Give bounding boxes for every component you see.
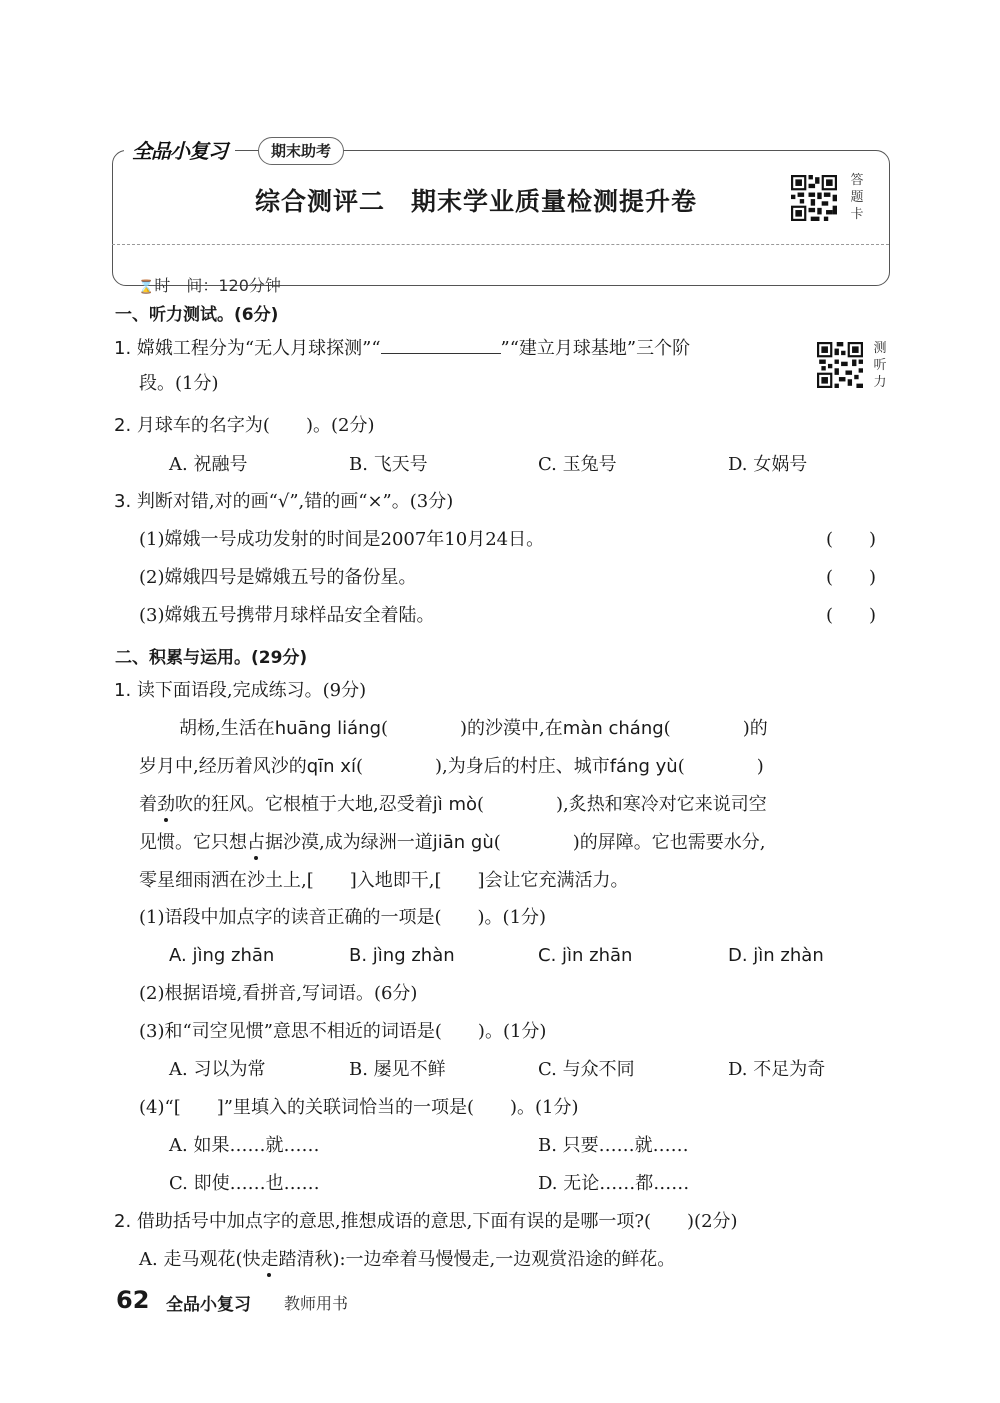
pinyin-fang-yu: fáng yù xyxy=(609,756,678,777)
page-number: 62 xyxy=(116,1286,150,1314)
sub3-option-c[interactable]: C. 与众不同 xyxy=(538,1059,635,1080)
section1-heading: 一、听力测试。(6分) xyxy=(115,305,279,325)
sub4-option-d[interactable]: D. 无论……都…… xyxy=(538,1173,690,1194)
passage-blank-3[interactable]: ( ),为身后的村庄、城市 xyxy=(355,756,610,777)
s2-q2-option-a[interactable] xyxy=(139,1249,675,1271)
s2-q1-stem xyxy=(114,680,366,702)
answer-card-qr-code[interactable] xyxy=(791,175,837,221)
listening-qr-code[interactable] xyxy=(817,342,863,388)
sub3-option-b[interactable]: B. 屡见不鲜 xyxy=(349,1059,446,1080)
s2-q2-option-a-text: A. 走马观花(快 xyxy=(139,1249,261,1270)
s1-q1-line2: 段。(1分) xyxy=(139,373,219,394)
passage-text: 吹的狂风。它根植于大地,忍受着 xyxy=(175,794,433,815)
s2-q1-sub2-stem: (2)根据语境,看拼音,写词语。(6分) xyxy=(139,983,418,1004)
s1-q1-line1 xyxy=(114,337,690,360)
exam-title: 综合测评二 期末学业质量检测提升卷 xyxy=(255,187,698,216)
pinyin-qin-xi: qīn xí xyxy=(306,756,356,777)
s1-q2-text: 月球车的名字为( )。(2分) xyxy=(136,415,375,436)
footer-brand: 全品小复习 xyxy=(166,1295,251,1315)
passage-blank-1[interactable]: ( )的沙漠中,在 xyxy=(381,718,563,739)
sub4-option-b[interactable]: B. 只要……就…… xyxy=(538,1135,689,1156)
s1-q2-option-b[interactable]: B. 飞天号 xyxy=(349,454,428,475)
section2-heading: 二、积累与运用。(29分) xyxy=(115,648,308,668)
s1-q3-stem xyxy=(114,491,453,513)
s1-q3-answer-1[interactable]: ( ) xyxy=(826,529,877,550)
s2-q1-number: 1. xyxy=(114,680,132,701)
header-divider xyxy=(112,244,889,245)
s1-q3-text: 判断对错,对的画“√”,错的画“×”。(3分) xyxy=(136,491,454,512)
time-label: 时 间： xyxy=(154,276,219,295)
sub1-option-a[interactable]: A. jìng zhān xyxy=(169,945,275,966)
s1-q2-option-d[interactable]: D. 女娲号 xyxy=(728,454,808,475)
passage-line-3 xyxy=(139,794,767,816)
s2-q2-number: 2. xyxy=(114,1211,132,1232)
sub1-option-b[interactable]: B. jìng zhàn xyxy=(349,945,455,966)
s1-q3-item-3: (3)嫦娥五号携带月球样品安全着陆。 xyxy=(139,605,435,626)
s2-q1-sub3-stem: (3)和“司空见惯”意思不相近的词语是( )。(1分) xyxy=(139,1021,547,1042)
dotted-char-zou: 走 xyxy=(260,1249,279,1270)
pinyin-ji-mo: jì mò xyxy=(432,794,478,815)
s1-q2-stem xyxy=(114,415,374,437)
sub1-option-d[interactable]: D. jìn zhàn xyxy=(728,945,824,966)
pinyin-huang-liang: huāng liáng xyxy=(274,718,382,739)
passage-text: 胡杨,生活在 xyxy=(179,718,275,739)
s2-q2-option-a-text: 踏清秋):一边牵着马慢慢走,一边观赏沿途的鲜花。 xyxy=(278,1249,676,1270)
listening-label: 测听力 xyxy=(873,341,887,390)
s1-q3-answer-2[interactable]: ( ) xyxy=(826,567,877,588)
passage-text: 岁月中,经历着风沙的 xyxy=(139,756,307,777)
time-value: 120分钟 xyxy=(218,276,281,295)
s2-q2-stem xyxy=(114,1211,738,1233)
s1-q3-answer-3[interactable]: ( ) xyxy=(826,605,877,626)
s1-q3-item-2: (2)嫦娥四号是嫦娥五号的备份星。 xyxy=(139,567,417,588)
dotted-char-zhan: 占 xyxy=(247,832,265,853)
answer-card-label: 答题卡 xyxy=(850,173,864,222)
passage-blank-6[interactable]: ( )的屏障。它也需要水分, xyxy=(493,832,766,853)
sub3-option-d[interactable]: D. 不足为奇 xyxy=(728,1059,826,1080)
sub3-option-a[interactable]: A. 习以为常 xyxy=(169,1059,266,1080)
s1-q2-option-c[interactable]: C. 玉兔号 xyxy=(538,454,617,475)
s2-q1-text: 读下面语段,完成练习。(9分) xyxy=(136,680,367,701)
s1-q1-number: 1. xyxy=(114,338,132,359)
s1-q2-number: 2. xyxy=(114,415,132,436)
s1-q1-text-a: 嫦娥工程分为“无人月球探测”“ xyxy=(136,338,381,359)
passage-line-5: 零星细雨洒在沙土上,[ ]入地即干,[ ]会让它充满活力。 xyxy=(139,870,629,891)
passage-text: 着 xyxy=(139,794,157,815)
s1-q3-number: 3. xyxy=(114,491,132,512)
passage-line-1 xyxy=(179,718,768,740)
hourglass-icon: ⌛ xyxy=(138,280,155,295)
pinyin-man-chang: màn cháng xyxy=(562,718,664,739)
footer-subtitle: 教师用书 xyxy=(284,1294,349,1313)
brand-tag: 期末助考 xyxy=(258,137,344,165)
dotted-char-jin: 劲 xyxy=(157,794,175,815)
passage-line-4 xyxy=(139,832,766,854)
passage-blank-5[interactable]: ( ),炙热和寒冷对它来说司空 xyxy=(477,794,767,815)
passage-text: 见惯。它只想 xyxy=(139,832,247,853)
s1-q1-text-b: ”“建立月球基地”三个阶 xyxy=(500,338,691,359)
sub1-option-c[interactable]: C. jìn zhān xyxy=(538,945,633,966)
s2-q1-sub1-stem: (1)语段中加点字的读音正确的一项是( )。(1分) xyxy=(139,907,547,928)
passage-text: 据沙漠,成为绿洲一道 xyxy=(265,832,433,853)
time-line xyxy=(128,254,281,296)
passage-blank-2[interactable]: ( )的 xyxy=(663,718,768,739)
s2-q1-sub4-stem: (4)“[ ]”里填入的关联词恰当的一项是( )。(1分) xyxy=(139,1097,579,1118)
s1-q3-item-1: (1)嫦娥一号成功发射的时间是2007年10月24日。 xyxy=(139,529,545,550)
s1-q1-blank[interactable] xyxy=(381,337,501,354)
s1-q2-option-a[interactable]: A. 祝融号 xyxy=(169,454,248,475)
passage-blank-4[interactable]: ( ) xyxy=(677,756,764,777)
sub4-option-c[interactable]: C. 即使……也…… xyxy=(169,1173,320,1194)
passage-line-2 xyxy=(139,756,764,778)
s2-q2-text: 借助括号中加点字的意思,推想成语的意思,下面有误的是哪一项?( )(2分) xyxy=(136,1211,738,1232)
brand-logo: 全品小复习 xyxy=(124,136,235,166)
sub4-option-a[interactable]: A. 如果……就…… xyxy=(169,1135,320,1156)
pinyin-jian-gu: jiān gù xyxy=(432,832,494,853)
